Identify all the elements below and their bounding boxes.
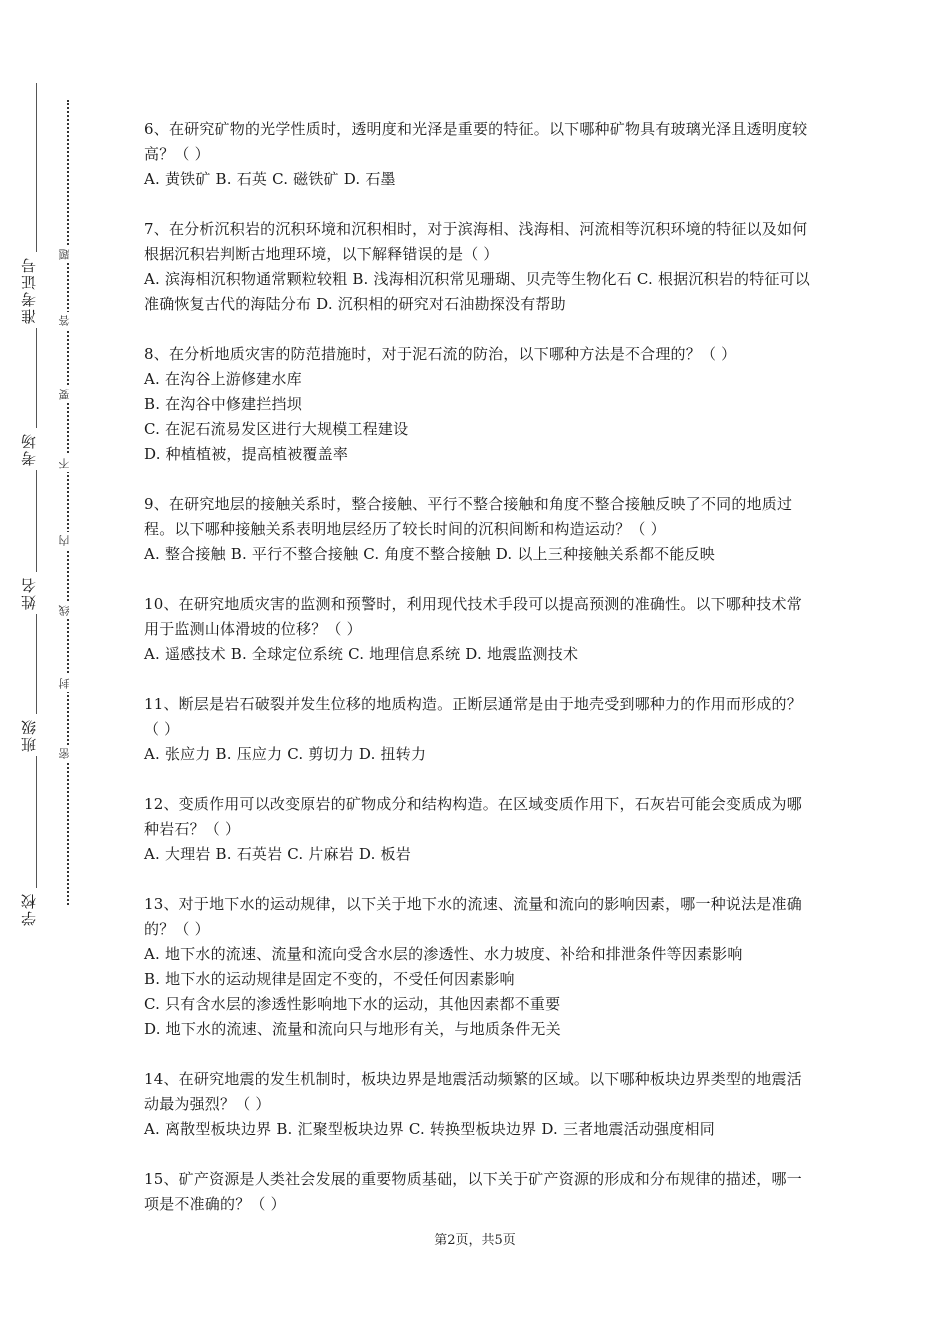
question-list xyxy=(144,117,816,1242)
question-stem: 11、断层是岩石破裂并发生位移的地质构造。正断层通常是由于地壳受到哪种力的作用而形成的？（ ） xyxy=(144,695,802,738)
question-block xyxy=(144,117,816,192)
seal-line-char: 答 xyxy=(59,312,77,329)
question-options: A. 在沟谷上游修建水库 xyxy=(144,370,302,388)
question-options: A. 整合接触 B. 平行不整合接触 C. 角度不整合接触 D. 以上三种接触关系都不能反映 xyxy=(144,545,715,563)
question-block xyxy=(144,1167,816,1217)
question-block xyxy=(144,592,816,667)
question-block xyxy=(144,492,816,567)
binding-field-label: 班级 xyxy=(22,714,52,756)
question-options: A. 地下水的流速、流量和流向受含水层的渗透性、水力坡度、补给和排泄条件等因素影响 xyxy=(144,945,743,963)
question-block xyxy=(144,1067,816,1142)
binding-margin xyxy=(0,0,100,1344)
seal-line-char: 题 xyxy=(59,246,77,263)
question-stem: 8、在分析地质灾害的防范措施时，对于泥石流的防治，以下哪种方法是不合理的？（ ） xyxy=(144,345,737,363)
question-options: A. 滨海相沉积物通常颗粒较粗 B. 浅海相沉积常见珊瑚、贝壳等生物化石 C. 根据沉积岩的特征可以准确恢复古代的海陆分布 D. 沉积相的研究对石油勘探没有帮助 xyxy=(144,270,810,313)
question-options: B. 在沟谷中修建拦挡坝 xyxy=(144,395,302,413)
question-block xyxy=(144,792,816,867)
question-stem: 10、在研究地质灾害的监测和预警时，利用现代技术手段可以提高预测的准确性。以下哪种技术常用于监测山体滑坡的位移？（ ） xyxy=(144,595,802,638)
seal-line-char: 密 xyxy=(59,745,77,762)
seal-line-char: 不 xyxy=(59,455,77,472)
question-block xyxy=(144,342,816,467)
question-stem: 14、在研究地震的发生机制时，板块边界是地震活动频繁的区域。以下哪种板块边界类型的地震活动最为强烈？（ ） xyxy=(144,1070,802,1113)
question-stem: 12、变质作用可以改变原岩的矿物成分和结构构造。在区域变质作用下，石灰岩可能会变质成为哪种岩石？（ ） xyxy=(144,795,802,838)
question-options: D. 种植植被，提高植被覆盖率 xyxy=(144,445,349,463)
seal-line-char: 内 xyxy=(59,532,77,549)
question-options: A. 张应力 B. 压应力 C. 剪切力 D. 扭转力 xyxy=(144,745,427,763)
question-stem: 6、在研究矿物的光学性质时，透明度和光泽是重要的特征。以下哪种矿物具有玻璃光泽且透明度较高？（ ） xyxy=(144,120,808,163)
question-options: C. 在泥石流易发区进行大规模工程建设 xyxy=(144,420,409,438)
question-options: A. 黄铁矿 B. 石英 C. 磁铁矿 D. 石墨 xyxy=(144,170,396,188)
binding-field-label: 姓名 xyxy=(22,572,52,614)
page-indicator: 第2页，共5页 xyxy=(434,1233,516,1248)
seal-dotted-line xyxy=(67,100,69,905)
question-options: A. 大理岩 B. 石英岩 C. 片麻岩 D. 板岩 xyxy=(144,845,411,863)
question-options: A. 遥感技术 B. 全球定位系统 C. 地理信息系统 D. 地震监测技术 xyxy=(144,645,579,663)
seal-line-char: 封 xyxy=(59,675,77,692)
question-stem: 7、在分析沉积岩的沉积环境和沉积相时，对于滨海相、浅海相、河流相等沉积环境的特征以及如何根据沉积岩判断古地理环境，以下解释错误的是（ ） xyxy=(144,220,808,263)
question-block xyxy=(144,692,816,767)
question-options: B. 地下水的运动规律是固定不变的，不受任何因素影响 xyxy=(144,970,515,988)
binding-field-label: 学校 xyxy=(22,888,52,930)
question-options: C. 只有含水层的渗透性影响地下水的运动，其他因素都不重要 xyxy=(144,995,561,1013)
fill-in-line xyxy=(36,83,37,888)
question-stem: 13、对于地下水的运动规律，以下关于地下水的流速、流量和流向的影响因素，哪一种说法是准确的？（ ） xyxy=(144,895,802,938)
seal-line-char: 要 xyxy=(59,386,77,403)
question-block xyxy=(144,892,816,1042)
binding-field-label: 准考证号 xyxy=(22,252,52,328)
question-stem: 9、在研究地层的接触关系时，整合接触、平行不整合接触和角度不整合接触反映了不同的地质过程。以下哪种接触关系表明地层经历了较长时间的沉积间断和构造运动？（ ） xyxy=(144,495,793,538)
seal-line-char: 线 xyxy=(59,602,77,619)
question-options: A. 离散型板块边界 B. 汇聚型板块边界 C. 转换型板块边界 D. 三者地震活动强度相同 xyxy=(144,1120,715,1138)
binding-field-label: 考场 xyxy=(22,428,52,470)
question-block xyxy=(144,217,816,317)
question-options: D. 地下水的流速、流量和流向只与地形有关，与地质条件无关 xyxy=(144,1020,561,1038)
question-stem: 15、矿产资源是人类社会发展的重要物质基础，以下关于矿产资源的形成和分布规律的描述，哪一项是不准确的？（ ） xyxy=(144,1170,802,1213)
